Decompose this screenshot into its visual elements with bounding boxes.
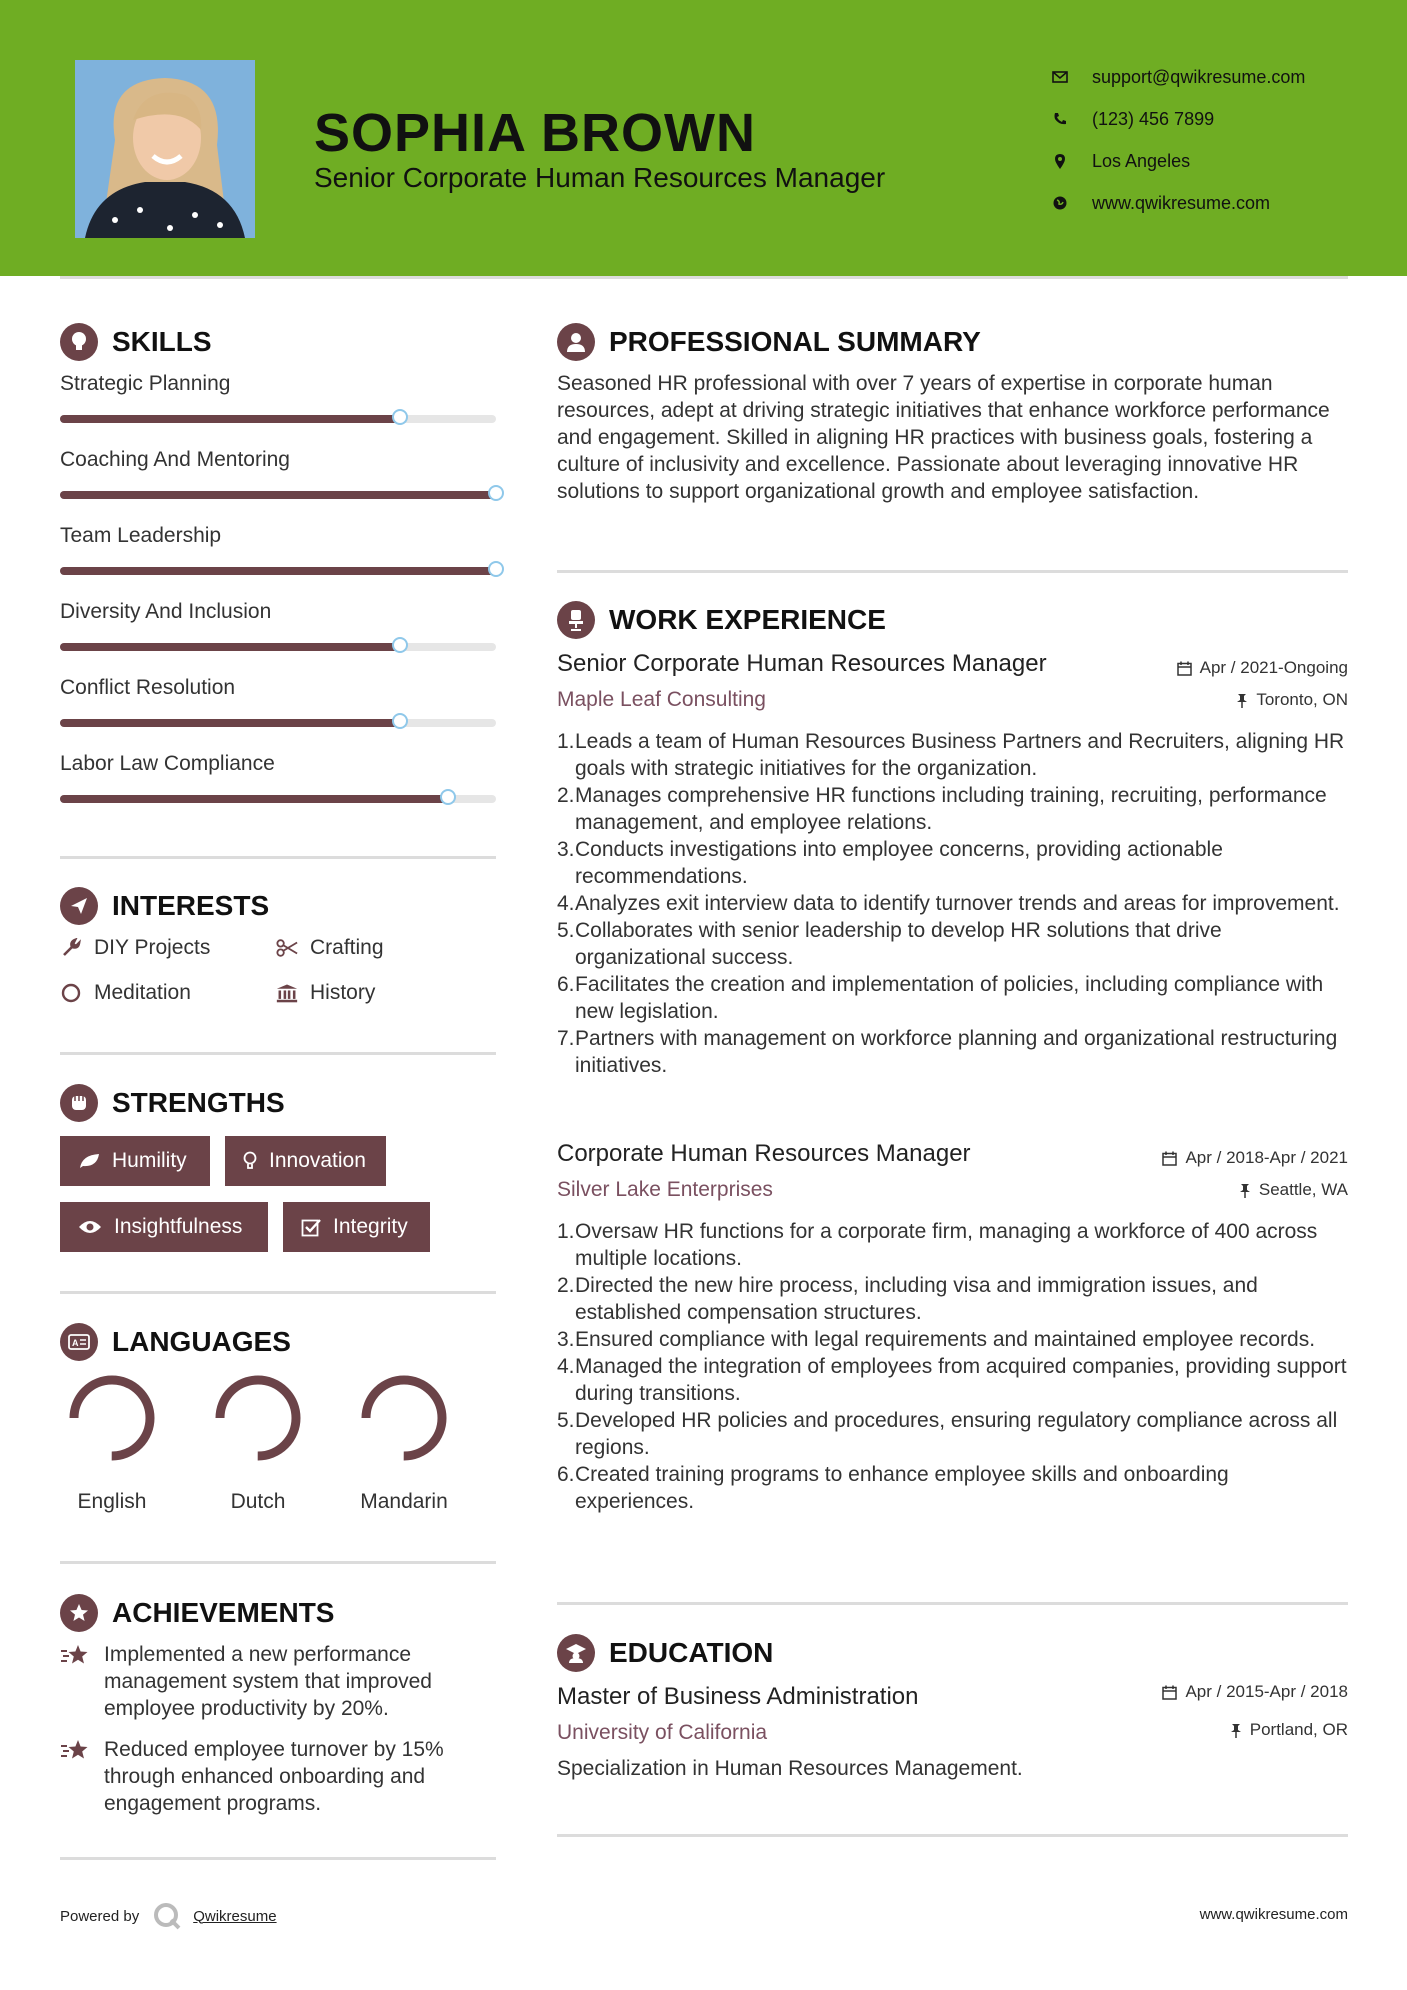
paper-plane-icon	[60, 887, 98, 925]
languages-divider	[60, 1561, 496, 1564]
strength-label: Insightfulness	[114, 1215, 243, 1238]
education-heading	[557, 1634, 773, 1672]
calendar-icon	[1162, 1151, 1177, 1166]
education-dates	[1162, 1682, 1348, 1702]
skill-bar-fill	[60, 719, 400, 727]
skill-level-knob	[440, 789, 456, 805]
bullet-text: Managed the integration of employees from acquired companies, providing support during transitions.	[575, 1355, 1347, 1405]
bullet-text: Created training programs to enhance employee skills and onboarding experiences.	[575, 1463, 1229, 1513]
job-location-text: Seattle, WA	[1258, 1180, 1348, 1199]
languages-title: LANGUAGES	[112, 1326, 291, 1357]
interest-meditation	[60, 981, 191, 1005]
language-label: English	[77, 1490, 147, 1513]
job-company: Maple Leaf Consulting	[557, 688, 766, 711]
education-divider	[557, 1834, 1348, 1837]
achievement-text: Reduced employee turnover by 15% through enhanced onboarding and engagement programs.	[104, 1738, 444, 1815]
language-ring	[356, 1370, 452, 1466]
email-icon	[1050, 67, 1070, 87]
education-title: EDUCATION	[609, 1637, 774, 1668]
location-icon	[1050, 151, 1070, 171]
interest-crafting	[276, 936, 384, 960]
contact-website[interactable]	[1050, 182, 1305, 224]
strengths-title: STRENGTHS	[112, 1087, 285, 1118]
strength-label: Innovation	[269, 1149, 366, 1172]
job-bullet	[557, 1272, 1347, 1326]
job-title: Senior Corporate Human Resources Manager	[557, 650, 1047, 677]
bullet-text: Conducts investigations into employee concerns, providing actionable recommendations.	[575, 838, 1223, 888]
graduate-icon	[557, 1634, 595, 1672]
candidate-role: Senior Corporate Human Resources Manager	[314, 162, 886, 193]
fist-icon	[60, 1084, 98, 1122]
language-proficiency-arc	[220, 1380, 296, 1456]
job-title: Corporate Human Resources Manager	[557, 1140, 971, 1167]
summary-text: Seasoned HR professional with over 7 years of expertise in corporate human resources, adept at driving strategic initiatives that enhance workforce performance and engagement. Skilled in aligning HR practices with business goals, fostering a culture of inclusivity and excellence. Passionate about leveraging innovative HR solutions to support organizational growth and employee satisfaction.	[557, 372, 1330, 503]
footer-url[interactable]: www.qwikresume.com	[1199, 1906, 1348, 1923]
job-bullet	[557, 971, 1347, 1025]
skill-level-knob	[488, 561, 504, 577]
education-location	[1230, 1720, 1348, 1740]
interests-divider	[60, 1052, 496, 1055]
strengths-divider	[60, 1291, 496, 1294]
bullet-number: 5.	[557, 1409, 575, 1432]
bullet-text: Directed the new hire process, including visa and immigration issues, and established compensation structures.	[575, 1274, 1258, 1324]
job-bullet	[557, 1353, 1347, 1407]
language-ring	[64, 1370, 160, 1466]
skills-heading	[60, 323, 212, 361]
strength-label: Humility	[112, 1149, 187, 1172]
language-label: Mandarin	[360, 1490, 448, 1513]
interests-title: INTERESTS	[112, 890, 270, 921]
skill-bar-fill	[60, 567, 496, 575]
job-dates	[1162, 1148, 1348, 1168]
degree-title: Master of Business Administration	[557, 1683, 919, 1710]
job-dates-text: Apr / 2021-Ongoing	[1199, 658, 1348, 677]
bullet-number: 6.	[557, 1463, 575, 1486]
education-location-text: Portland, OR	[1249, 1720, 1348, 1739]
language-proficiency-arc	[366, 1380, 442, 1456]
contact-list	[1050, 56, 1305, 224]
skill-level-knob	[392, 713, 408, 729]
bullet-number: 4.	[557, 1355, 575, 1378]
experience-title: WORK EXPERIENCE	[609, 604, 886, 635]
strength-insightfulness	[60, 1202, 268, 1252]
bullet-number: 7.	[557, 1027, 575, 1050]
language-ring	[210, 1370, 306, 1466]
skill-label: Coaching And Mentoring	[60, 448, 290, 471]
job-bullet	[557, 1218, 1347, 1272]
summary-title: PROFESSIONAL SUMMARY	[609, 326, 981, 357]
svg-text:A: A	[72, 1338, 79, 1348]
language-proficiency-arc	[74, 1380, 150, 1456]
interest-label: History	[310, 981, 376, 1004]
bullet-number: 6.	[557, 973, 575, 996]
contact-website-text: www.qwikresume.com	[1092, 192, 1271, 213]
bullet-number: 3.	[557, 1328, 575, 1351]
interests-heading	[60, 887, 269, 925]
institution-icon	[276, 982, 298, 1004]
job-bullet	[557, 1407, 1347, 1461]
bullet-number: 5.	[557, 919, 575, 942]
bullet-text: Manages comprehensive HR functions including training, recruiting, performance management, and employee relations.	[575, 784, 1327, 834]
interest-history	[276, 981, 375, 1005]
phone-icon	[1050, 109, 1070, 129]
summary-heading	[557, 323, 981, 361]
job-bullet	[557, 728, 1347, 782]
bullet-text: Ensured compliance with legal requirements and maintained employee records.	[575, 1328, 1316, 1351]
skill-bar-fill	[60, 491, 496, 499]
skills-divider	[60, 856, 496, 859]
skill-bar	[60, 415, 496, 423]
achievements-divider	[60, 1857, 496, 1860]
bullet-number: 4.	[557, 892, 575, 915]
school-name: University of California	[557, 1721, 768, 1744]
strength-humility	[60, 1136, 210, 1186]
achievement-item	[60, 1641, 500, 1722]
bullet-text: Developed HR policies and procedures, ensuring regulatory compliance across all regions.	[575, 1409, 1338, 1459]
bullet-text: Partners with management on workforce planning and organizational restructuring initiatives.	[575, 1027, 1338, 1077]
strengths-heading	[60, 1084, 285, 1122]
user-icon	[557, 323, 595, 361]
job-bullet	[557, 890, 1347, 917]
education-dates-text: Apr / 2015-Apr / 2018	[1185, 1682, 1348, 1701]
contact-location-text: Los Angeles	[1092, 150, 1191, 171]
contact-phone-text: (123) 456 7899	[1092, 108, 1215, 129]
star-icon	[60, 1643, 90, 1722]
calendar-icon	[1162, 1685, 1177, 1700]
footer-powered-by	[60, 1902, 277, 1930]
interest-label: Crafting	[310, 936, 384, 959]
globe-icon	[1050, 193, 1070, 213]
achievement-text: Implemented a new performance management system that improved employee productivity by 20%.	[104, 1643, 432, 1720]
profile-photo	[75, 60, 255, 238]
skill-bar-fill	[60, 415, 400, 423]
job-bullet	[557, 1326, 1347, 1353]
skill-bar	[60, 795, 496, 803]
bullet-text: Leads a team of Human Resources Business Partners and Recruiters, aligning HR goals with strategic initiatives for the organization.	[575, 730, 1345, 780]
experience-heading	[557, 601, 886, 639]
bullet-number: 3.	[557, 838, 575, 861]
job-location-text: Toronto, ON	[1256, 690, 1348, 709]
skill-bar	[60, 491, 496, 499]
strength-integrity	[283, 1202, 430, 1252]
interest-label: Meditation	[94, 981, 191, 1004]
job-location	[1236, 690, 1348, 710]
bullet-text: Analyzes exit interview data to identify turnover trends and areas for improvement.	[575, 892, 1340, 915]
languages-heading	[60, 1323, 291, 1361]
skill-bar	[60, 643, 496, 651]
summary-divider	[557, 570, 1348, 573]
bullet-text: Collaborates with senior leadership to develop HR solutions that drive organizational success.	[575, 919, 1222, 969]
bullet-number: 2.	[557, 1274, 575, 1297]
skill-label: Team Leadership	[60, 524, 222, 547]
contact-email-text: support@qwikresume.com	[1092, 66, 1306, 87]
job-bullets	[557, 728, 1347, 1079]
qwikresume-link[interactable]: Qwikresume	[193, 1907, 277, 1925]
lightbulb-icon	[60, 323, 98, 361]
job-location	[1239, 1180, 1348, 1200]
achievement-item	[60, 1736, 500, 1817]
language-label: Dutch	[230, 1490, 286, 1513]
education-description: Specialization in Human Resources Management.	[557, 1757, 1023, 1780]
job-bullet	[557, 1025, 1347, 1079]
achievements-heading	[60, 1594, 334, 1632]
job-dates-text: Apr / 2018-Apr / 2021	[1185, 1148, 1348, 1167]
contact-phone[interactable]	[1050, 98, 1305, 140]
skill-level-knob	[392, 409, 408, 425]
job-bullet	[557, 836, 1347, 890]
language-icon	[60, 1323, 98, 1361]
skill-label: Labor Law Compliance	[60, 752, 275, 775]
leaf-icon	[78, 1153, 100, 1169]
skill-label: Diversity And Inclusion	[60, 600, 272, 623]
skill-label: Conflict Resolution	[60, 676, 236, 699]
pushpin-icon	[1236, 693, 1248, 708]
candidate-name: SOPHIA BROWN	[314, 103, 756, 163]
wrench-icon	[60, 938, 82, 958]
bullet-number: 1.	[557, 1220, 575, 1243]
skill-bar-fill	[60, 643, 400, 651]
eye-icon	[78, 1219, 102, 1235]
skill-level-knob	[392, 637, 408, 653]
calendar-icon	[1177, 661, 1192, 676]
interest-diy-projects	[60, 936, 210, 960]
check-square-icon	[301, 1217, 321, 1237]
achievements-title: ACHIEVEMENTS	[112, 1597, 335, 1628]
qwikresume-logo-icon	[153, 1902, 181, 1930]
skill-level-knob	[488, 485, 504, 501]
experience-divider	[557, 1602, 1348, 1605]
skill-bar	[60, 719, 496, 727]
lightbulb-icon	[243, 1151, 257, 1171]
bullet-number: 1.	[557, 730, 575, 753]
powered-by-text: Powered by	[60, 1907, 140, 1925]
skill-label: Strategic Planning	[60, 372, 231, 395]
strength-innovation	[225, 1136, 386, 1186]
star-badge-icon	[60, 1594, 98, 1632]
job-bullet	[557, 917, 1347, 971]
circle-icon	[60, 983, 82, 1003]
bullet-text: Facilitates the creation and implementation of policies, including compliance with new legislation.	[575, 973, 1324, 1023]
job-company: Silver Lake Enterprises	[557, 1178, 773, 1201]
interest-label: DIY Projects	[94, 936, 211, 959]
star-icon	[60, 1738, 90, 1817]
strength-label: Integrity	[333, 1215, 408, 1238]
job-bullet	[557, 782, 1347, 836]
skills-title: SKILLS	[112, 326, 212, 357]
header-banner	[0, 0, 1407, 276]
bullet-number: 2.	[557, 784, 575, 807]
job-bullet	[557, 1461, 1347, 1515]
scissors-icon	[276, 939, 298, 957]
contact-email[interactable]	[1050, 56, 1305, 98]
skill-bar-fill	[60, 795, 448, 803]
pushpin-icon	[1239, 1183, 1251, 1198]
job-bullets	[557, 1218, 1347, 1515]
bullet-text: Oversaw HR functions for a corporate firm, managing a workforce of 400 across multiple locations.	[575, 1220, 1318, 1270]
header-divider	[60, 276, 1348, 279]
office-chair-icon	[557, 601, 595, 639]
job-dates	[1177, 658, 1348, 678]
skill-bar	[60, 567, 496, 575]
pushpin-icon	[1230, 1723, 1242, 1738]
contact-location	[1050, 140, 1305, 182]
